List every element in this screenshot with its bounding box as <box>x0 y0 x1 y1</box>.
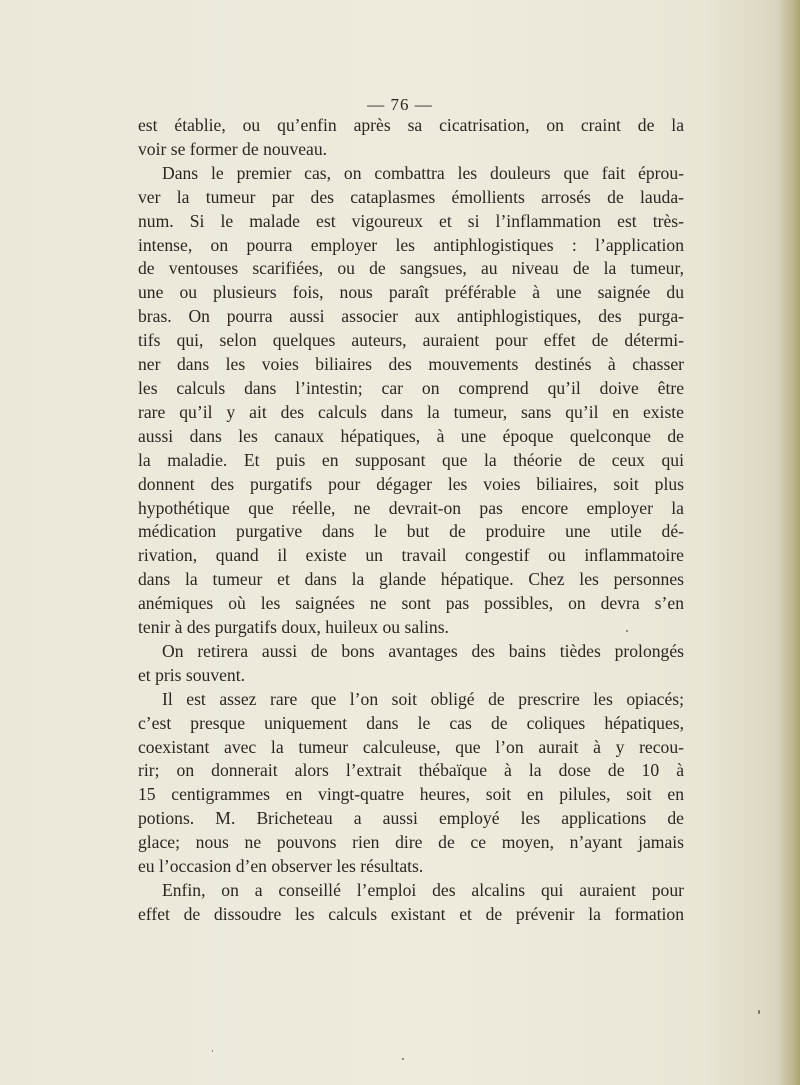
text-line: Il est assez rare que l’on soit obligé de prescrire les opiacés; <box>162 688 684 709</box>
text-line: et pris souvent. <box>138 664 246 685</box>
text-line: hypothétique que réelle, ne devrait-on pas encore employer la <box>138 497 684 518</box>
paper-speck <box>402 1058 404 1060</box>
text-line: rare qu’il y ait des calculs dans la tumeur, sans qu’il en existe <box>138 401 684 422</box>
text-line: les calculs dans l’intestin; car on comprend qu’il doive être <box>138 377 684 398</box>
text-line: tifs qui, selon quelques auteurs, auraient pour effet de détermi- <box>138 330 684 351</box>
paper-speck <box>212 1050 213 1052</box>
text-line: coexistant avec la tumeur calculeuse, que l’on aurait à y recou- <box>138 736 684 757</box>
text-line: glace; nous ne pouvons rien dire de ce moyen, n’ayant jamais <box>138 832 684 853</box>
text-line: 15 centigrammes en vingt-quatre heures, soit en pilules, soit en <box>138 784 684 805</box>
text-line: Enfin, on a conseillé l’emploi des alcalins qui auraient pour <box>162 880 684 900</box>
text-line: est établie, ou qu’enfin après sa cicatrisation, on craint de la <box>138 115 684 135</box>
paper-speck <box>758 1010 760 1014</box>
paper-speck <box>626 630 628 632</box>
text-line: tenir à des purgatifs doux, huileux ou salins. <box>138 617 449 638</box>
text-line: ner dans les voies biliaires des mouvements destinés à chasser <box>138 354 684 375</box>
body-text <box>138 114 684 927</box>
text-line: c’est presque uniquement dans le cas de coliques hépatiques, <box>138 712 684 733</box>
text-line: dans la tumeur et dans la glande hépatique. Chez les personnes <box>138 569 684 590</box>
text-line: num. Si le malade est vigoureux et si l’inflammation est très- <box>138 210 684 231</box>
text-line: voir se former de nouveau. <box>138 138 328 159</box>
text-line: rivation, quand il existe un travail congestif ou inflammatoire <box>138 545 684 566</box>
text-line: une ou plusieurs fois, nous paraît préférable à une saignée du <box>138 282 684 303</box>
text-line: bras. On pourra aussi associer aux antiphlogistiques, des purga- <box>138 306 684 327</box>
text-line: eu l’occasion d’en observer les résultats. <box>138 856 424 877</box>
page-number: — 76 — <box>367 95 433 114</box>
text-line: la maladie. Et puis en supposant que la théorie de ceux qui <box>138 449 684 470</box>
text-line: ver la tumeur par des cataplasmes émollients arrosés de lauda- <box>138 186 684 207</box>
text-line: rir; on donnerait alors l’extrait thébaïque à la dose de 10 à <box>138 760 684 781</box>
text-line: médication purgative dans le but de produire une utile dé- <box>138 521 684 542</box>
text-line: effet de dissoudre les calculs existant et de prévenir la formation <box>138 903 684 924</box>
text-line: Dans le premier cas, on combattra les douleurs que fait éprou- <box>162 162 684 183</box>
text-line: On retirera aussi de bons avantages des bains tièdes prolongés <box>162 640 684 661</box>
text-line: de ventouses scarifiées, ou de sangsues, au niveau de la tumeur, <box>138 258 684 279</box>
text-line: donnent des purgatifs pour dégager les voies biliaires, soit plus <box>138 473 684 494</box>
text-line: aussi dans les canaux hépatiques, à une époque quelconque de <box>138 425 684 446</box>
page-edge-shadow <box>778 0 800 1085</box>
text-line: intense, on pourra employer les antiphlogistiques : l’application <box>138 234 684 255</box>
text-line: anémiques où les saignées ne sont pas possibles, on devra s’en <box>138 593 684 614</box>
text-line: potions. M. Bricheteau a aussi employé les applications de <box>138 808 684 829</box>
